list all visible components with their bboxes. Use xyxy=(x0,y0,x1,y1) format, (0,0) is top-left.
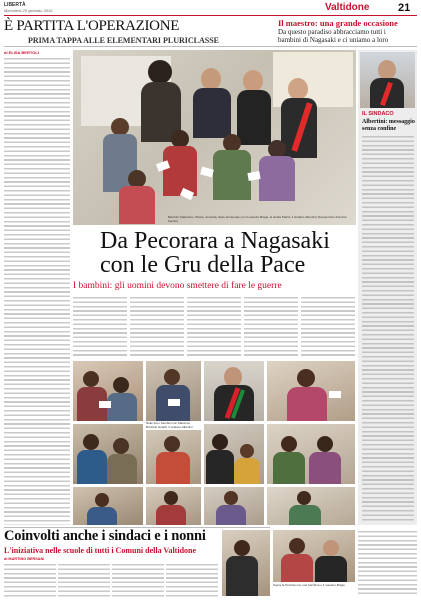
photo-classroom-4 xyxy=(267,487,355,525)
photo-girl-cranes xyxy=(267,361,355,421)
main-photo-group xyxy=(73,50,356,225)
section-title: Valtidone xyxy=(325,2,370,13)
photo-boy-table xyxy=(146,430,201,484)
kicker-subtitle: PRIMA TAPPA ALLE ELEMENTARI PLURICLASSE xyxy=(28,36,219,45)
byline: di ELISA BERTOLI xyxy=(4,50,39,55)
page-number: 21 xyxy=(398,2,411,14)
bottom-body-col3 xyxy=(112,563,164,598)
sidebar-photo xyxy=(360,52,415,108)
right-head-title: Il maestro: una grande occasione xyxy=(278,18,398,28)
sidebar-body xyxy=(362,135,414,521)
photo-children-cranes-1 xyxy=(73,361,143,421)
main-headline-line2: con le Gru della Pace xyxy=(100,252,306,278)
sidebar-title-1: Albertini: messaggio xyxy=(362,119,415,125)
header-rule xyxy=(4,15,417,16)
main-deck: I bambini: gli uomini devono smettere di fare le guerre xyxy=(73,281,282,291)
bottom-body-col1 xyxy=(4,563,56,598)
body-text-col4 xyxy=(187,296,241,358)
right-head-line2: bambini di Nagasaki e ci uniamo a loro xyxy=(278,36,389,44)
bottom-byline: di MARTINO BERSANI xyxy=(4,557,45,561)
photo-children-window xyxy=(267,424,355,484)
bottom-body-col2 xyxy=(58,563,110,598)
photo-boys-folding xyxy=(73,424,143,484)
paper-logo: LIBERTÀ xyxy=(4,2,26,8)
main-headline-line1: Da Pecorara a Nagasaki xyxy=(100,228,330,254)
body-text-col1 xyxy=(4,57,70,525)
bottom-right-photo xyxy=(273,530,355,582)
main-photo-caption: Bambini (Valentina, Vittorio, Amanda, Sara, Emanuele con il maestro Braga, la Isolda Pattini, il sindaco Albertini) (Fotoservizio Franzini-Ferrari) xyxy=(168,215,348,223)
sidebar-title-2: senza confine xyxy=(362,126,397,132)
bottom-right-caption: Sopra la Pezzola con una bambina e il maestro Braga xyxy=(273,583,345,587)
kicker-title: È PARTITA L'OPERAZIONE xyxy=(4,18,180,34)
body-text-col3 xyxy=(130,296,184,358)
issue-date: Mercoledì 20 gennaio 2010 xyxy=(4,8,53,13)
bottom-body-col4 xyxy=(166,563,218,598)
body-text-col2 xyxy=(73,296,127,358)
right-head-line1: Da questo paradiso abbracciamo tutti i xyxy=(278,28,386,36)
divider-top xyxy=(4,46,417,47)
photo-children-cranes-2 xyxy=(146,361,201,421)
photo-mayor xyxy=(204,361,264,421)
photo-classroom-1 xyxy=(73,487,143,525)
body-text-col6 xyxy=(301,296,355,358)
bottom-deck: L'iniziativa nelle scuole di tutti i Comuni della Valtidone xyxy=(4,546,197,555)
photo-classroom-3 xyxy=(204,487,264,525)
bottom-right-sidebar-body xyxy=(358,530,417,596)
body-text-col5 xyxy=(244,296,298,358)
bottom-headline: Coinvolti anche i sindaci e i nonni xyxy=(4,528,206,544)
photo-classroom-2 xyxy=(146,487,201,525)
photo-grid-caption: Nelle foto i bambini con Massimo Bonfanti Isoardi, il sindaco Albertini xyxy=(146,421,193,429)
photo-teacher-child xyxy=(204,424,264,484)
bottom-photo xyxy=(222,530,270,596)
sidebar-label: IL SINDACO xyxy=(362,111,394,117)
